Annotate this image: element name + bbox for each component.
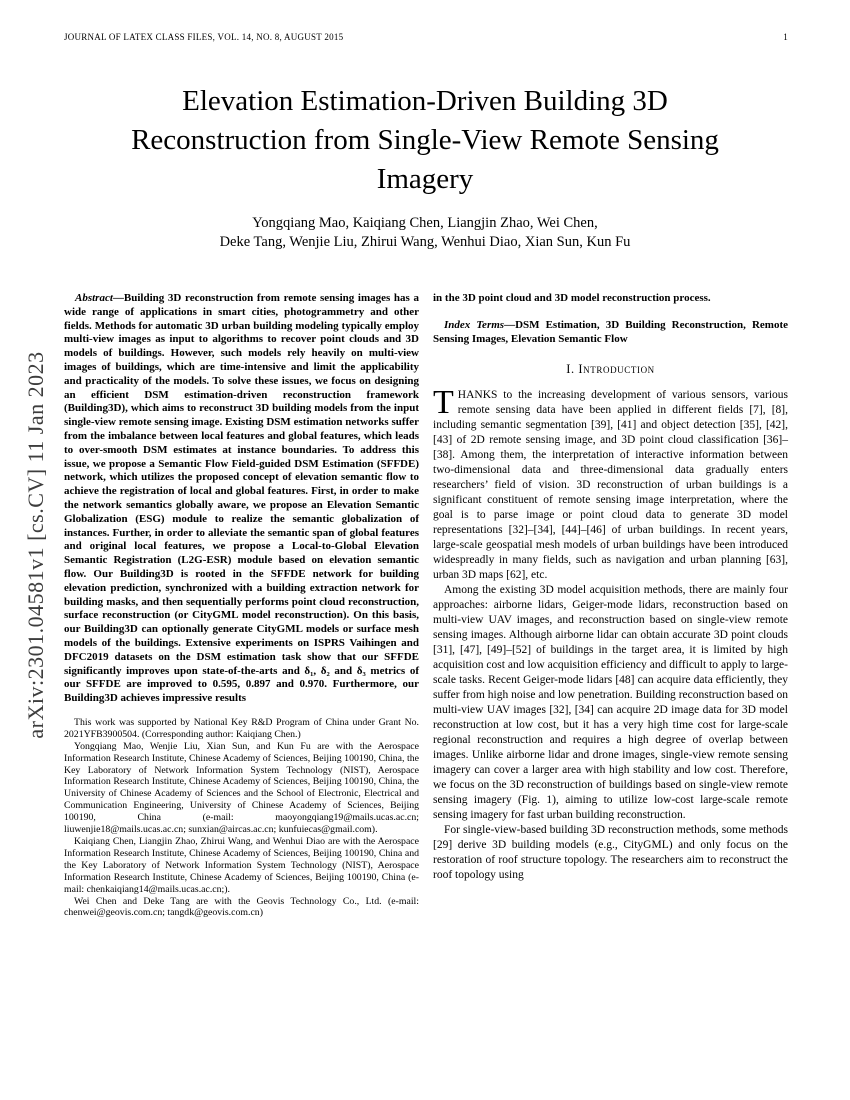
right-column bbox=[433, 292, 788, 919]
abstract-paragraph bbox=[64, 292, 419, 706]
intro-paragraph-1 bbox=[433, 384, 788, 583]
drop-cap: T bbox=[433, 384, 454, 422]
abstract-text: Building 3D reconstruction from remote sensing images has a wide range of applications in smart cities, photogrammetry and other fields. Methods for automatic 3D urban building modeling typically employ multi-view images as input to algorithms to recover point clouds and 3D models of buildings. However, such models rely heavily on multi-view images of buildings, which are time-intensive and limit the applicability and practicality of the models. To solve these issues, we focus on designing an efficient DSM estimation-driven reconstruction framework (Building3D), which aims to reconstruct 3D building models from the input single-view remote sensing image. Existing DSM estimation networks suffer from the imbalance between local features and global features, which leads to over-smooth DSM estimates at instance boundaries. To address this issue, we propose a Semantic Flow Field-guided DSM Estimation (SFFDE) network, which utilizes the proposed concept of elevation semantic flow to achieve the registration of local and global features. First, in order to make the network semantics globally aware, we propose an Elevation Semantic Globalization (ESG) module to realize the semantic globalization of instances. Further, in order to alleviate the semantic span of global features and original local features, we propose a Local-to-Global Elevation Semantic Registration (L2G-ESR) module based on elevation semantic flow. Our Building3D is rooted in the SFFDE network for building elevation prediction, synchronized with a building extraction network for building masks, and then sequentially performs point cloud reconstruction, surface reconstruction (or CityGML model reconstruction). On this basis, our Building3D can optionally generate CityGML models or surface mesh models of the buildings. Extensive experiments on ISPRS Vaihingen and DFC2019 datasets on the DSM estimation task show that our SFFDE significantly improves upon state-of-the-arts and δ₁, δ₂ and δ₃ metrics of our SFFDE are improved to 0.595, 0.897 and 0.970. Furthermore, our Building3D achieves impressive results bbox=[64, 292, 419, 705]
authors-line-1: Yongqiang Mao, Kaiqiang Chen, Liangjin Zhao, Wei Chen, bbox=[252, 215, 598, 231]
abstract-label: Abstract bbox=[75, 292, 113, 304]
section-heading-introduction: I. Introduction bbox=[566, 362, 655, 377]
intro-paragraph-3: For single-view-based building 3D reconstruction methods, some methods [29] derive 3D building models (e.g., CityGML) and only focus on the restoration of roof structure topology. The researchers aim to reconstruct the roof topology using bbox=[433, 824, 788, 882]
title-block bbox=[85, 82, 765, 252]
intro-paragraph-2: Among the existing 3D model acquisition methods, there are mainly four approaches: airborne lidars, Geiger-mode lidars, reconstruction based on multi-view UAV images, and reconstruction based on single-view remote sensing images. Although airborne lidar can obtain accurate 3D point clouds [31], [47], [49]–[52] of buildings in the target area, it is limited by high acquisition cost and low acquisition efficiency and difficult to apply to large-scale tasks. Recent Geiger-mode lidars [48] can acquire data efficiently, they suffer from high noise and low penetration. Building reconstruction based on multi-view UAV images [32], [34] can acquire 2D image data for 3D model reconstruction at low cost, but it has a very high time cost for large-scale regional reconstruction and requires a high degree of overlap between images. Unlike airborne lidar and drone images, single-view remote sensing imagery can cover a larger area with high stability and low cost. Therefore, we focus on the 3D reconstruction of buildings based on single-view remote sensing imagery (Fig. 1), aiming to utilize low-cost large-scale remote sensing imagery for fast urban building reconstruction. bbox=[433, 584, 788, 822]
abstract-dash: — bbox=[112, 292, 124, 304]
footnote-affiliation-2: Kaiqiang Chen, Liangjin Zhao, Zhirui Wang, and Wenhui Diao are with the Aerospace Information Research Institute, Chinese Academy of Sciences, Beijing 100190, China and the Key Laboratory of Network Information System Technology (NIST), Aerospace Information Research Institute, Chinese Academy of Sciences, Beijing 100190, China (e-mail: chenkaiqiang14@mails.ucas.ac.cn;). bbox=[64, 835, 419, 895]
footnote-funding: This work was supported by National Key R&D Program of China under Grant No. 2021YFB3900504. (Corresponding author: Kaiqiang Chen.) bbox=[64, 716, 419, 740]
index-terms bbox=[433, 319, 788, 347]
author-list bbox=[85, 214, 765, 252]
paper-title: Elevation Estimation-Driven Building 3D Reconstruction from Single-View Remote Sensing Imagery bbox=[131, 85, 719, 195]
arxiv-stamp: arXiv:2301.04581v1 [cs.CV] 11 Jan 2023 bbox=[23, 351, 48, 739]
journal-header-text: JOURNAL OF LATEX CLASS FILES, VOL. 14, NO. 8, AUGUST 2015 bbox=[64, 32, 344, 42]
intro-paragraph-1-text: HANKS to the increasing development of various sensors, various remote sensing data have been applied in different fields [7], [8], including semantic segmentation [39], [41] and object detection [35], [42], [43] of 2D remote sensing image, and 3D point cloud classification [36]–[38]. Among them, the interpretation of interactive information between two-dimensional data and three-dimensional data gradually enters researchers’ field of vision. 3D reconstruction of urban buildings is a significant constituent of remote sensing image interpretation, where the goal is to parse image or point cloud data to generate 3D model representations [32]–[34], [44]–[46] of urban buildings. In recent years, large-scale geospatial mesh models of urban buildings have been introduced widespreadly in many fields, such as navigation and urban planning [63], urban 3D maps [62], etc. bbox=[433, 389, 788, 582]
abstract-section bbox=[64, 292, 419, 706]
two-column-body bbox=[64, 292, 788, 919]
footnote-affiliation-3: Wei Chen and Deke Tang are with the Geovis Technology Co., Ltd. (e-mail: chenwei@geovis.com.cn; tangdk@geovis.com.cn) bbox=[64, 895, 419, 919]
footnote-affiliation-1: Yongqiang Mao, Wenjie Liu, Xian Sun, and Kun Fu are with the Aerospace Information Research Institute, Chinese Academy of Sciences, Beijing 100190, China, the Key Laboratory of Network Information System Technology (NIST), Aerospace Information Research Institute, Chinese Academy of Sciences, Beijing 100190, China, the University of Chinese Academy of Sciences and the School of Electronic, Electrical and Communication Engineering, University of Chinese Academy of Sciences, Beijing 100190, China (e-mail: maoyongqiang19@mails.ucas.ac.cn; liuwenjie18@mails.ucas.ac.cn; sunxian@aircas.ac.cn; kunfuiecas@gmail.com). bbox=[64, 740, 419, 836]
running-header bbox=[64, 32, 788, 42]
abstract-continuation: in the 3D point cloud and 3D model reconstruction process. bbox=[433, 292, 711, 304]
left-column bbox=[64, 292, 419, 919]
page-number: 1 bbox=[783, 32, 788, 42]
index-terms-dash: — bbox=[504, 318, 516, 331]
index-terms-text: DSM Estimation, 3D Building Reconstruction, Remote Sensing Images, Elevation Semantic Flow bbox=[433, 318, 788, 345]
authors-line-2: Deke Tang, Wenjie Liu, Zhirui Wang, Wenhui Diao, Xian Sun, Kun Fu bbox=[219, 234, 631, 250]
index-terms-label: Index Terms bbox=[444, 318, 505, 331]
footnote-block bbox=[64, 717, 419, 919]
